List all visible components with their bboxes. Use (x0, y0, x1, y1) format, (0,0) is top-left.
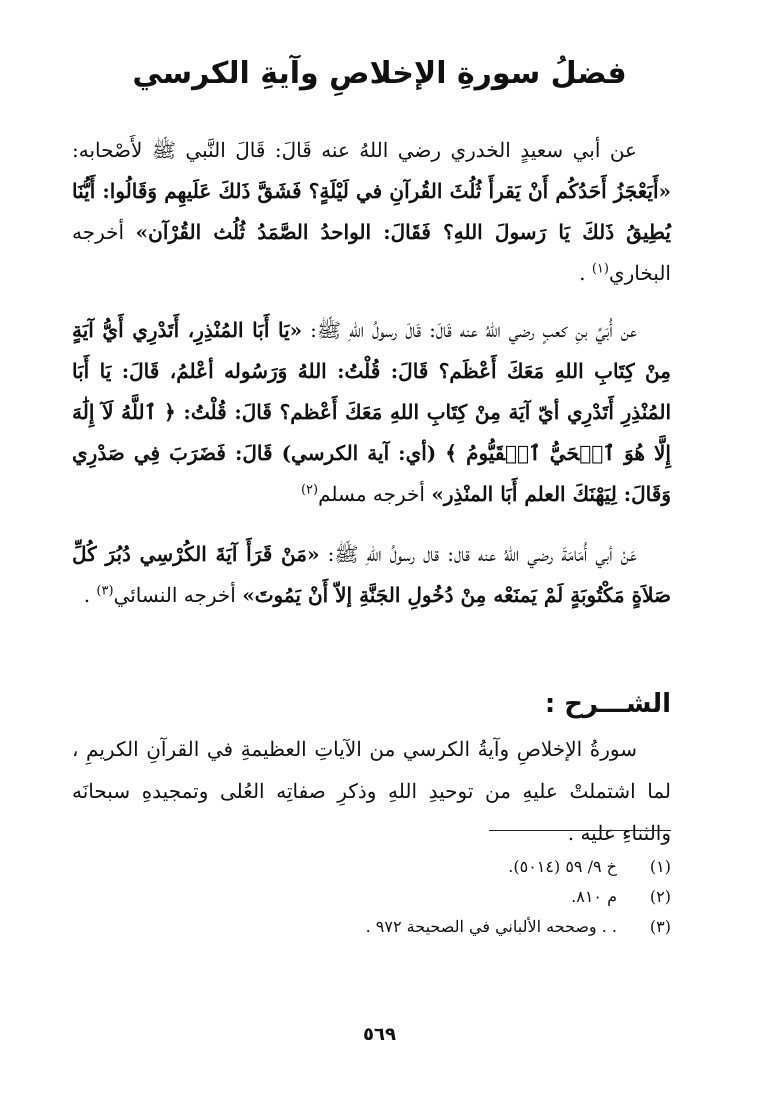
footnote-reference[interactable]: (٢) (300, 482, 319, 498)
page-number: ٥٦٩ (363, 1024, 396, 1045)
hadith-text: «أَيَعْجَزُ أَحَدُكُم أَنْ يَقرأَ ثُلُثَ القُرآنِ في لَيْلَةٍ؟ فَشَقَّ ذَلكَ عَلَيهِم وَقَالُوا: أَيُّنَا يُطِيقُ ذَلكَ يَا رَسولَ اللهِ؟ فَقَالَ: الواحدُ الصَّمَدُ ثُلُث القُرْآن» (72, 179, 671, 244)
hadith-paragraph-2 (72, 310, 671, 515)
hadith-source: أخرجه البخاري (72, 220, 671, 285)
footnote-number: (١) (649, 857, 671, 876)
paragraph-lead: عَنْ أبي أُمَامَةَ رضي اللهُ عنه قال: قال رسولُ اللهِ ﷺ: (327, 542, 637, 566)
footnotes-list (72, 852, 671, 942)
hadith-text: «يَا أَبَا المُنْذِرِ، أَتَدْرِي أَيُّ آيَةٍ مِنْ كِتَابِ اللهِ مَعَكَ أَعْظَم؟ قَالَ: قُلْتُ: اللهُ وَرَسُوله أعْلمُ، قَالَ: يَا أَبَا المُنْذِرِ أَتَدْرِي أيّ آيَة مِنْ كِتَابِ اللهِ مَعَكَ أَعْظم؟ قَالَ: قُلْتُ: ﴿ ٱللَّهُ لَآ إِلَٰهَ إِلَّا هُوَ ٱلۡحَيُّ ٱلۡقَيُّومُ ﴾ (أي: آية الكرسي) قَالَ: فَضَرَبَ فِي صَدْرِي وَقَالَ: لِيَهْنَكَ العلم أَبَا المنْذِر» (72, 318, 671, 506)
sentence-end: . (83, 583, 91, 607)
hadith-paragraph-1 (72, 130, 671, 294)
hadith-paragraph-3 (72, 534, 671, 616)
page-title: فضلُ سورةِ الإخلاصِ وآيةِ الكرسي (132, 56, 627, 91)
sharh-heading: الشـــرح : (544, 689, 671, 719)
footnote-number: (٢) (649, 887, 671, 906)
footnote-text: م ٨١٠. (571, 887, 617, 906)
footnote-text: . . وصححه الألباني في الصحيحة ٩٧٢ . (365, 917, 617, 936)
sharh-paragraph (72, 728, 671, 854)
paragraph-lead: عن أُبَيِّ بنِ كعبٍ رضي اللهُ عنه قَالَ: قَالَ رسولُ اللهِ ﷺ: (310, 318, 637, 342)
footnote-number: (٣) (649, 917, 671, 936)
footnote-text: خ ٩/ ٥٩ (٥٠١٤). (508, 857, 617, 876)
footnote-reference[interactable]: (٣) (96, 583, 114, 599)
sharh-text (72, 728, 671, 854)
hadith-source: أخرجه النسائي (113, 583, 236, 607)
footnote-reference[interactable]: (١) (591, 261, 609, 277)
paragraph-text (72, 130, 671, 294)
sharh-body: سورةُ الإخلاصِ وآيةُ الكرسي من الآياتِ العظيمةِ في القرآنِ الكريمِ ، لما اشتملتْ عليهِ من توحيدِ اللهِ وذكرِ صفاتِه العُلى وتمجيدهِ سبحانَه والثناءِ عليه . (72, 737, 671, 845)
paragraph-text (72, 534, 671, 616)
hadith-text: «مَنْ قَرَأَ آيَةَ الكُرْسِي دُبُرَ كُلِّ صَلاَةٍ مَكْتُوبَةٍ لَمْ يَمنَعْه مِنْ دُخُولِ الجَنَّةِ إلاّ أَنْ يَمُوتَ» (72, 542, 671, 607)
footnote-divider (489, 830, 671, 831)
paragraph-text (72, 310, 671, 515)
footnote-item (72, 912, 671, 942)
footnote-item (72, 852, 671, 882)
paragraph-lead: عن أبي سعيدٍ الخدري رضي اللهُ عنه قَالَ: قَالَ النَّبي ﷺ لأَصْحابه: (72, 138, 637, 162)
footnote-item (72, 882, 671, 912)
hadith-source: أخرجه مسلم (318, 482, 425, 506)
sentence-end: . (579, 261, 586, 285)
